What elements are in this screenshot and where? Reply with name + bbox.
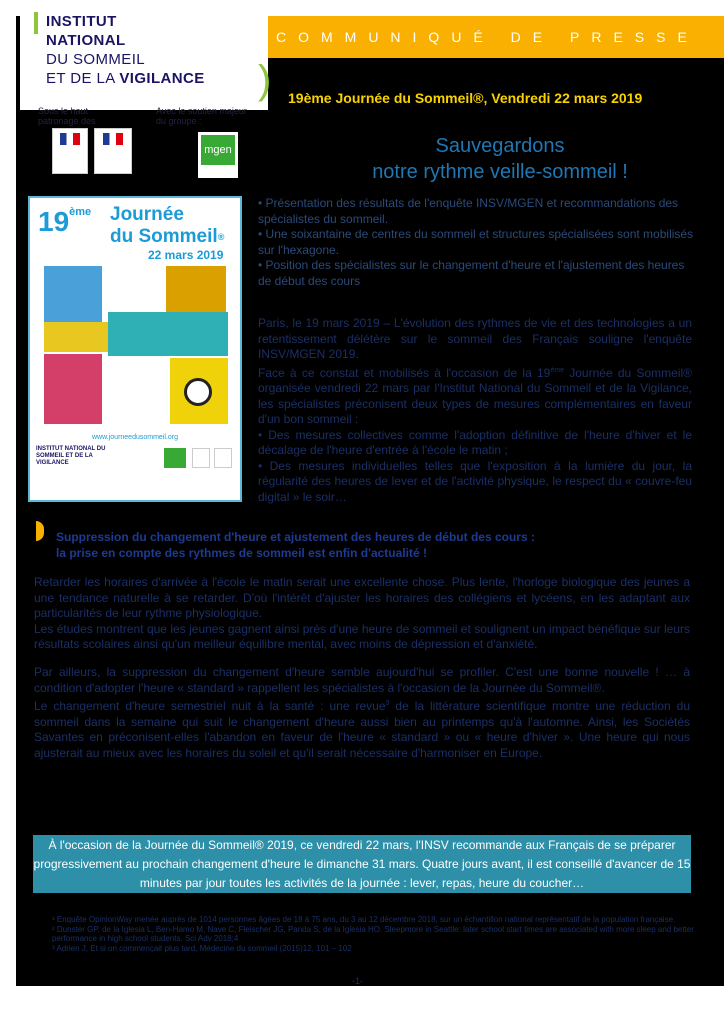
poster-ministry-logo-1 (192, 448, 210, 468)
body-paragraph-3: Par ailleurs, la suppression du changement d'heure semble aujourd'hui se profiler. C'est une bonne nouvelle ! … à condition d'adopter l'heure « standard » rappellent les spécialistes à l'occasion de la Journée du Sommeil®. (34, 664, 690, 695)
event-subtitle: 19ème Journée du Sommeil®, Vendredi 22 mars 2019 (288, 90, 643, 106)
logo-line-4a: ET DE LA (46, 70, 120, 87)
poster-photo-bus (166, 266, 226, 312)
poster-date: 22 mars 2019 (148, 248, 224, 262)
mgen-logo (198, 132, 238, 178)
footnotes (52, 915, 694, 953)
logo-paren-icon: ) (258, 58, 272, 102)
main-title-line-1: Sauvegardons (435, 135, 565, 157)
intro-paragraph-2b: Journée du Sommeil® organisée vendredi 22 mars par l'Institut National du Sommeil et de la Vigilance, les spécialistes préconisent deux types de mesures complémentaires en faveur d'un bon sommeil : (258, 365, 693, 426)
intro-paragraph-1: Paris, le 19 mars 2019 – L'évolution des rythmes de vie et des technologies a un retentissement délétère sur le sommeil des Français souligne l'enquête INSV/MGEN 2019. (258, 316, 692, 361)
poster-number-sup: ème (69, 206, 92, 218)
body-text (34, 575, 690, 762)
poster-photo-clock (170, 358, 228, 424)
body-paragraph-4 (34, 696, 690, 761)
flag-icon (60, 133, 80, 145)
poster-title-line-1: Journée (110, 204, 184, 225)
poster-number (38, 206, 91, 238)
section-title-line-2: la prise en compte des rythmes de sommeil est enfin d'actualité ! (56, 546, 427, 560)
ministry-health-logo (52, 128, 88, 174)
intro-bullet-individual: • Des mesures individuelles telles que l'exposition à la lumière du jour, la régularité des heures de lever et de l'activité physique, le respect du « couvre-feu digital » le soir… (258, 458, 692, 504)
section-title-line-1: Suppression du changement d'heure et ajustement des heures de début des cours : (56, 530, 535, 544)
key-point: • Présentation des résultats de l'enquête INSV/MGEN et recommandations des spécialistes du sommeil. (258, 196, 679, 226)
insv-logo (20, 0, 272, 110)
key-point: • Une soixantaine de centres du sommeil et structures spécialisées sont mobilisés sur l'hexagone. (258, 227, 694, 257)
poster-mgen-logo (164, 448, 186, 468)
poster-photo-phone (44, 354, 102, 424)
key-points (258, 196, 698, 289)
poster-title-line-2 (110, 226, 224, 248)
poster-title (110, 204, 224, 248)
intro-paragraph-2 (258, 363, 692, 428)
footnote-2: ² Dunster GP, de la Iglesia L, Ben-Hamo M, Nave C, Fleischer JG, Panda S, de la Iglesia HO. Sleepmore in Seattle: later school start times are associated with more sleep and better performance in high school students. Sci Adv 2018;4 (52, 924, 694, 943)
body-paragraph-4a: Le changement d'heure semestriel nuit à la santé : une revue (34, 699, 386, 714)
poster-photo-stairs (44, 266, 102, 322)
flag-icon (103, 133, 123, 145)
patronage-label: Sous le haut patronage des (38, 106, 96, 126)
intro-paragraph-2-sup: ème (550, 366, 564, 374)
main-title (300, 133, 700, 185)
intro-text (258, 316, 692, 505)
footnote-1: ¹ Enquête OpinionWay menée auprès de 1014 personnes âgées de 18 à 75 ans, du 3 au 12 décembre 2018, sur un échantillon national représentatif de la population française. (52, 915, 676, 924)
body-paragraph-1: Retarder les horaires d'arrivée à l'école le matin serait une excellente chose. Plus lente, l'horloge biologique des jeunes a une tendance naturelle à se retarder. D'où l'intérêt d'ajuster les horaires des collégiens et lycéens, en les adaptant aux particularités de leur rythme physiologique. (34, 575, 690, 621)
body-paragraph-2: Les études montrent que les jeunes gagnent ainsi près d'une heure de sommeil et soulignent un impact bénéfique sur leurs résultats scolaires ainsi qu'un meilleur équilibre mental, avec moins de dépression et d'anxiété. (34, 621, 690, 652)
main-title-line-2: notre rythme veille-sommeil ! (372, 161, 628, 183)
footnote-3: ³ Adrien J, Et si on commençait plus tard, Médecine du sommeil (2015)12, 101 – 102 (52, 943, 352, 953)
ministry-education-logo (94, 128, 132, 174)
body-paragraph-4b: de la littérature scientifique montre une réduction du sommeil dans la semaine qui suit le changement d'heure aussi bien au printemps qu'à l'automne. Ainsi, les Sociétés Savantes en préconisent-elles l'abandon en faveur de l'heure « standard » ou « heure d'hiver ». Une heure qui nous ajusterait au mieux avec les horaires du soleil et qu'il serait nécessaire d'harmoniser en Europe. (34, 699, 690, 760)
logo-line-4b: VIGILANCE (119, 70, 205, 87)
poster-url: www.journeedusommeil.org (92, 434, 178, 441)
poster-title-sup: ® (217, 232, 225, 242)
intro-paragraph-2a: Face à ce constat et mobilisés à l'occasion de la 19 (258, 365, 551, 380)
logo-line-3: DU SOMMEIL (46, 51, 146, 68)
poster-ministry-logo-2 (214, 448, 232, 468)
page-number: -1- (352, 976, 363, 986)
key-point: • Position des spécialistes sur le changement d'heure et l'ajustement des heures de début des cours (258, 258, 685, 288)
logo-line-4 (34, 69, 268, 88)
poster-insv-logo: INSTITUT NATIONAL DU SOMMEIL ET DE LA VIGILANCE (36, 446, 106, 466)
intro-bullet-collective: • Des mesures collectives comme l'adoption définitive de l'heure d'hiver et le décalage de l'heure d'entrée à l'école le matin ; (258, 427, 692, 457)
logo-green-bar (34, 12, 38, 34)
press-release-band: COMMUNIQUÉ DE PRESSE (268, 16, 724, 58)
body-paragraph-4-sup: 3 (385, 700, 390, 708)
recommendation-callout: À l'occasion de la Journée du Sommeil® 2019, ce vendredi 22 mars, l'INSV recommande aux Français de se préparer progressivement au prochain changement d'heure le dimanche 31 mars. Quatre jours avant, il est conseillé d'avancer de 15 minutes par jour toutes les activités de la journée : lever, repas, heure du coucher… (33, 835, 691, 893)
support-label: Avec le soutien majeur du groupe : (156, 106, 247, 126)
logo-line-2: NATIONAL (46, 32, 126, 49)
alarm-clock-icon (184, 378, 212, 406)
section-title (56, 529, 616, 561)
poster-title-line-2-text: du Sommeil (110, 226, 218, 247)
logo-line-1: INSTITUT (46, 13, 117, 30)
mgen-label: mgen (201, 135, 235, 165)
event-poster (28, 196, 242, 502)
poster-photo-sofa (108, 312, 228, 356)
poster-number-value: 19 (38, 206, 70, 237)
